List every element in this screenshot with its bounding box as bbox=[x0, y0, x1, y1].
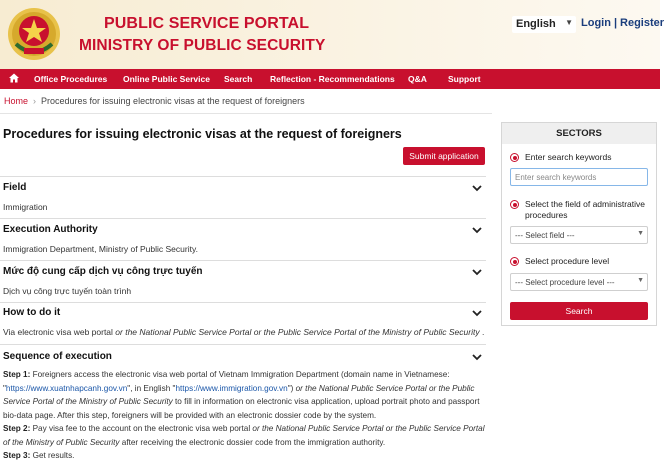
field-label: Select the field of administrative procedures bbox=[525, 199, 646, 220]
nav-item-qa[interactable]: Q&A bbox=[408, 74, 427, 84]
immigration-link[interactable]: https://www.immigration.gov.vn bbox=[175, 383, 288, 393]
step-1 bbox=[3, 368, 487, 422]
how-mps-portal: Public Service Portal of the Ministry of Public Security bbox=[275, 327, 480, 337]
nav-item-search[interactable]: Search bbox=[224, 74, 253, 84]
step-1-text: ", in English " bbox=[127, 383, 176, 393]
register-link[interactable]: Register bbox=[620, 17, 664, 29]
radio-keywords[interactable] bbox=[510, 153, 519, 162]
section-heading-execution-authority[interactable]: Execution Authority bbox=[3, 224, 98, 235]
breadcrumb-current: Procedures for issuing electronic visas at the request of foreigners bbox=[41, 96, 305, 106]
section-value-how-to-do-it bbox=[3, 327, 484, 337]
chevron-down-icon[interactable] bbox=[472, 226, 482, 234]
section-value-service-level: Dịch vụ công trực tuyến toàn trình bbox=[3, 286, 132, 296]
breadcrumb-divider bbox=[0, 113, 492, 114]
procedure-level-select[interactable] bbox=[510, 273, 648, 291]
submit-application-button[interactable]: Submit application bbox=[403, 147, 485, 165]
section-heading-how-to-do-it[interactable]: How to do it bbox=[3, 307, 61, 318]
chevron-down-icon[interactable] bbox=[472, 184, 482, 192]
step-2-portals: or the National Public Service Portal or the Public Service Portal of the Ministry of Public Security bbox=[3, 424, 485, 447]
how-end: . bbox=[479, 327, 485, 337]
chevron-down-icon[interactable] bbox=[472, 268, 482, 276]
field-select-value: --- Select field --- bbox=[515, 231, 575, 240]
section-heading-field[interactable]: Field bbox=[3, 182, 27, 193]
procedure-level-value: --- Select procedure level --- bbox=[515, 278, 615, 287]
portal-title: PUBLIC SERVICE PORTAL bbox=[104, 15, 310, 32]
chevron-down-icon[interactable] bbox=[472, 353, 482, 361]
search-keywords-input[interactable]: Enter search keywords bbox=[510, 168, 648, 186]
section-divider bbox=[0, 218, 486, 219]
section-heading-service-level[interactable]: Mức độ cung cấp dịch vụ công trực tuyến bbox=[3, 266, 203, 277]
chevron-down-icon: ▼ bbox=[565, 18, 573, 27]
select-caret-icon: ▼ bbox=[637, 277, 644, 284]
ministry-title: MINISTRY OF PUBLIC SECURITY bbox=[79, 37, 326, 54]
auth-links bbox=[581, 17, 664, 29]
field-select[interactable] bbox=[510, 226, 648, 244]
execution-steps bbox=[3, 368, 487, 463]
section-divider bbox=[0, 260, 486, 261]
section-value-execution-authority: Immigration Department, Ministry of Public Security. bbox=[3, 244, 198, 254]
section-value-field: Immigration bbox=[3, 202, 48, 212]
step-3 bbox=[3, 449, 487, 463]
home-icon[interactable] bbox=[9, 73, 19, 83]
procedure-level-label: Select procedure level bbox=[525, 256, 610, 266]
nav-item-online-public-service[interactable]: Online Public Service bbox=[123, 74, 210, 84]
language-select[interactable] bbox=[512, 16, 576, 33]
page-title: Procedures for issuing electronic visas at the request of foreigners bbox=[3, 127, 402, 141]
keywords-label: Enter search keywords bbox=[525, 152, 612, 162]
search-button[interactable]: Search bbox=[510, 302, 648, 320]
step-1-label: Step 1: bbox=[3, 370, 31, 379]
auth-separator: | bbox=[613, 17, 618, 29]
nav-item-office-procedures[interactable]: Office Procedures bbox=[34, 74, 108, 84]
section-heading-sequence-of-execution[interactable]: Sequence of execution bbox=[3, 351, 112, 362]
how-or: or the bbox=[253, 327, 276, 337]
step-3-text: Get results. bbox=[30, 451, 75, 460]
sectors-panel bbox=[501, 122, 657, 326]
breadcrumb-home[interactable]: Home bbox=[4, 96, 29, 106]
section-divider bbox=[0, 176, 486, 177]
how-text: Via electronic visa web portal bbox=[3, 327, 116, 337]
step-2-text: Pay visa fee to the account on the electronic visa web portal bbox=[30, 424, 253, 433]
nav-item-reflection-recommendations[interactable]: Reflection - Recommendations bbox=[270, 74, 395, 84]
section-divider bbox=[0, 344, 486, 345]
step-1-portals: or the National Public Service Portal or the Public Service Portal of the Ministry of Public Security bbox=[3, 383, 475, 406]
how-national-portal: National Public Service Portal bbox=[137, 327, 254, 337]
language-value: English bbox=[516, 18, 556, 30]
step-2-text: after receiving the electronic dossier code from the immigration authority. bbox=[119, 437, 386, 447]
chevron-down-icon[interactable] bbox=[472, 309, 482, 317]
xuatnhapcanh-link[interactable]: https://www.xuatnhapcanh.gov.vn bbox=[5, 383, 128, 393]
radio-procedure-level[interactable] bbox=[510, 257, 519, 266]
section-divider bbox=[0, 302, 486, 303]
main-nav bbox=[0, 69, 660, 89]
radio-field[interactable] bbox=[510, 200, 519, 209]
step-3-label: Step 3: bbox=[3, 451, 31, 460]
step-2-label: Step 2: bbox=[3, 424, 31, 433]
step-1-text: Foreigners access the electronic visa web portal of Vietnam Immigration Department (domain name in Vietnamese: " bbox=[3, 370, 450, 393]
breadcrumb-arrow-icon: › bbox=[33, 96, 37, 106]
step-2 bbox=[3, 422, 487, 449]
how-or: or the bbox=[115, 327, 138, 337]
ministry-emblem-icon[interactable] bbox=[6, 6, 62, 62]
breadcrumb bbox=[4, 96, 305, 106]
nav-item-support[interactable]: Support bbox=[448, 74, 481, 84]
sectors-title: SECTORS bbox=[502, 123, 656, 144]
site-header bbox=[0, 0, 664, 70]
step-1-text: ") bbox=[287, 383, 296, 393]
select-caret-icon: ▼ bbox=[637, 230, 644, 237]
login-link[interactable]: Login bbox=[581, 17, 611, 29]
step-1-text: to fill in information on electronic visa application, upload portrait photo and passport bio-data page. After this step, foreigners will be provided with an electronic dossier code by the system. bbox=[3, 397, 480, 420]
